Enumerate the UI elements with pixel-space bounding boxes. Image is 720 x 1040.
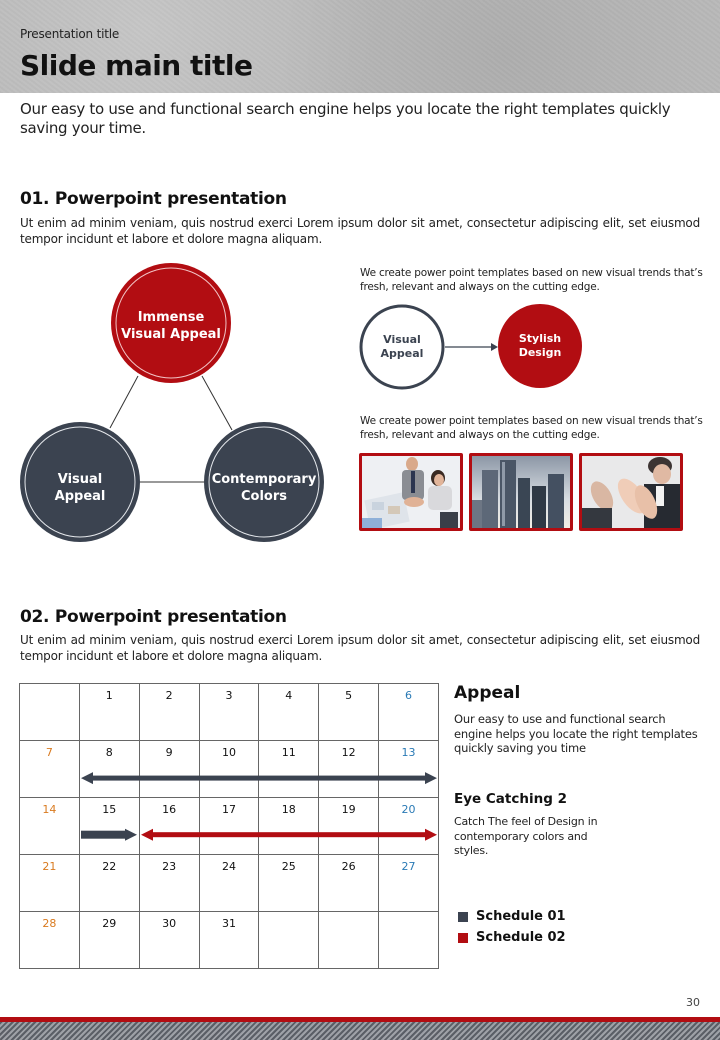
eye-catching-title: Eye Catching 2	[454, 791, 567, 807]
section2-title: 02. Powerpoint presentation	[20, 607, 287, 627]
calendar-day-cell: 30	[139, 912, 199, 969]
legend-label: Schedule 01	[476, 909, 566, 924]
connector-line	[110, 376, 138, 428]
circle-top-label: Immense Visual Appeal	[121, 310, 221, 342]
calendar-day-cell: 9	[139, 741, 199, 798]
section1-title: 01. Powerpoint presentation	[20, 189, 287, 209]
calendar-day-cell: 31	[199, 912, 259, 969]
intro-text: Our easy to use and functional search engine helps you locate the right templates quickly saving your time.	[20, 100, 671, 137]
flow-to-label: Stylish Design	[518, 332, 562, 359]
calendar-grid	[19, 683, 439, 969]
legend-schedule-01	[458, 909, 566, 924]
calendar-day-cell: 19	[319, 798, 379, 855]
calendar-day-cell: 12	[319, 741, 379, 798]
city-skyline-photo	[469, 453, 573, 531]
calendar-day-cell: 24	[199, 855, 259, 912]
business-team-photo	[359, 453, 463, 531]
eye-catching-body: Catch The feel of Design in contemporary colors and styles.	[454, 815, 598, 857]
calendar-day-cell	[379, 912, 439, 969]
calendar-day-cell: 18	[259, 798, 319, 855]
calendar-week-row	[20, 855, 439, 912]
calendar-day-cell: 14	[20, 798, 80, 855]
calendar-day-cell: 2	[139, 684, 199, 741]
calendar-day-cell: 4	[259, 684, 319, 741]
circle-right-label: Contemporary Colors	[211, 472, 317, 504]
slide-main-title: Slide main title	[20, 49, 253, 82]
calendar-day-cell: 28	[20, 912, 80, 969]
calendar-day-cell: 29	[79, 912, 139, 969]
page-number: 30	[686, 996, 700, 1009]
legend-schedule-02	[458, 930, 566, 945]
calendar-day-cell	[319, 912, 379, 969]
calendar-day-cell: 13	[379, 741, 439, 798]
calendar-day-cell: 20	[379, 798, 439, 855]
presentation-title: Presentation title	[20, 27, 120, 41]
appeal-title: Appeal	[454, 683, 521, 703]
calendar-day-cell	[20, 684, 80, 741]
calendar-week-row	[20, 684, 439, 741]
calendar-day-cell: 21	[20, 855, 80, 912]
calendar-week-row	[20, 741, 439, 798]
legend-swatch-icon	[458, 933, 468, 943]
circle-left-label: Visual Appeal	[54, 472, 106, 504]
legend-label: Schedule 02	[476, 930, 566, 945]
calendar-day-cell: 26	[319, 855, 379, 912]
flow-arrow-head	[491, 343, 498, 351]
calendar-week-row	[20, 798, 439, 855]
calendar-day-cell: 10	[199, 741, 259, 798]
calendar-day-cell: 5	[319, 684, 379, 741]
legend-swatch-icon	[458, 912, 468, 922]
appeal-body: Our easy to use and functional search engine helps you locate the right templates quickly saving you time	[454, 712, 698, 755]
photos-description: We create power point templates based on new visual trends that’s fresh, relevant and always on the cutting edge.	[360, 415, 703, 441]
flow-from-label: Visual Appeal	[380, 333, 424, 360]
calendar-day-cell: 1	[79, 684, 139, 741]
calendar-day-cell: 23	[139, 855, 199, 912]
calendar-day-cell: 22	[79, 855, 139, 912]
section2-body: Ut enim ad minim veniam, quis nostrud exerci Lorem ipsum dolor sit amet, consectetur adipiscing elit, set eiusmod tempor incidunt et labore et dolore magna aliquam.	[20, 633, 700, 663]
calendar-day-cell: 3	[199, 684, 259, 741]
calendar-day-cell: 17	[199, 798, 259, 855]
calendar-day-cell: 8	[79, 741, 139, 798]
footer-stripe-bar	[0, 1022, 720, 1040]
applause-photo	[579, 453, 683, 531]
calendar-day-cell: 7	[20, 741, 80, 798]
calendar-day-cell: 15	[79, 798, 139, 855]
calendar-day-cell: 11	[259, 741, 319, 798]
flow-description: We create power point templates based on new visual trends that’s fresh, relevant and always on the cutting edge.	[360, 267, 703, 293]
calendar-week-row	[20, 912, 439, 969]
section1-body: Ut enim ad minim veniam, quis nostrud exerci Lorem ipsum dolor sit amet, consectetur adipiscing elit, set eiusmod tempor incidunt et labore et dolore magna aliquam.	[20, 216, 700, 246]
calendar-day-cell	[259, 912, 319, 969]
connector-line	[202, 376, 232, 430]
calendar-day-cell: 16	[139, 798, 199, 855]
calendar-day-cell: 27	[379, 855, 439, 912]
calendar-day-cell: 6	[379, 684, 439, 741]
calendar-day-cell: 25	[259, 855, 319, 912]
